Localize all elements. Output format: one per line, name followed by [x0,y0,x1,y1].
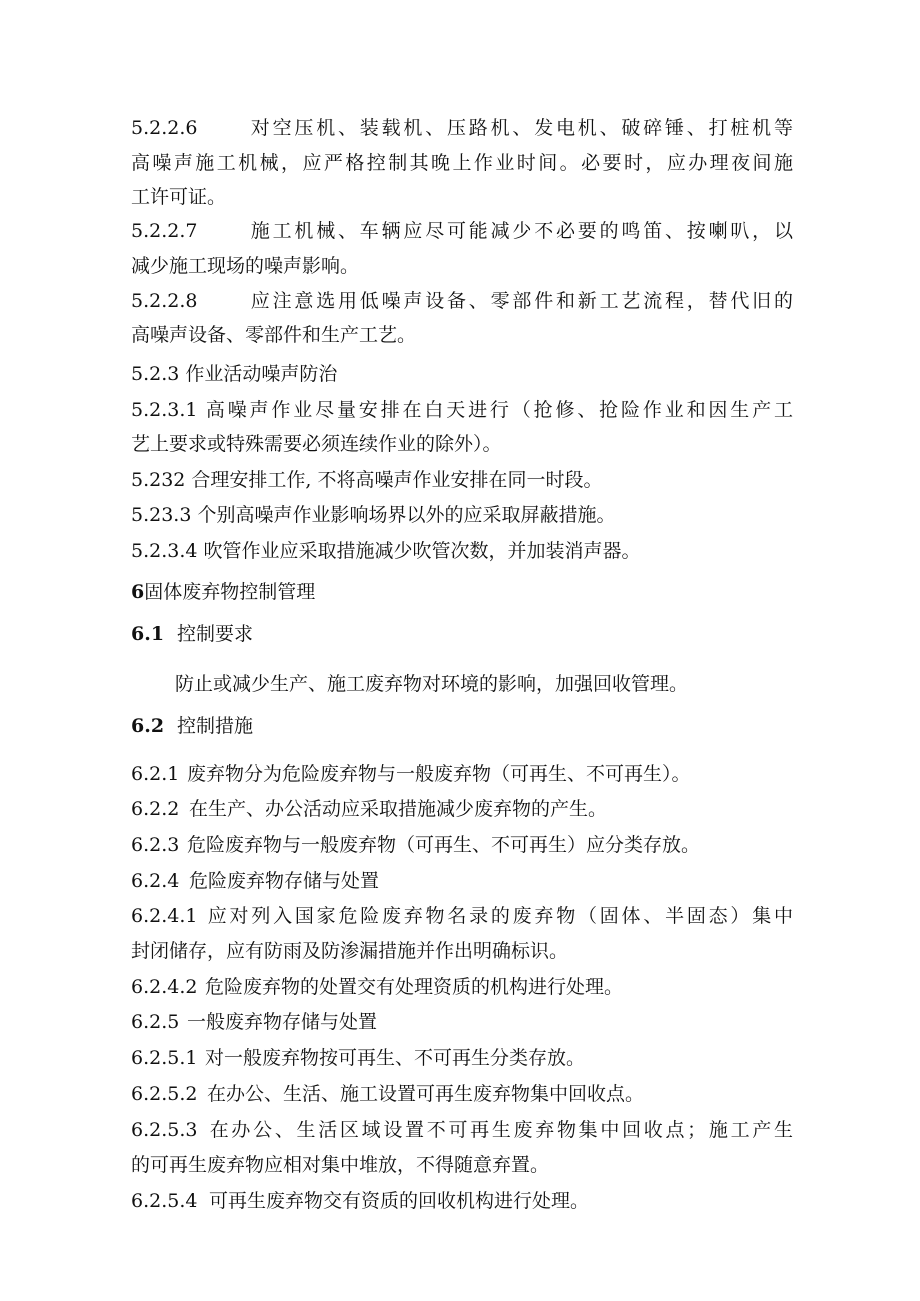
paragraph-6-2-5-3-line-1: 6.2.5.3 在办公、生活区域设置不可再生废弃物集中回收点；施工产生 [131,1119,793,1141]
paragraph-5-2-3-3: 5.23.3 个别高噪声作业影响场界以外的应采取屏蔽措施。 [131,504,616,526]
paragraph-5-2-2-6-line-3: 工许可证。 [131,186,227,208]
section-6-1-heading: 6.1 控制要求 [131,623,254,645]
clause-number: 6.2.5.3 [131,1119,198,1141]
section-6-2-heading: 6.2 控制措施 [131,715,254,737]
paragraph-5-2-2-7-line-2: 减少施工现场的噪声影响。 [131,255,360,277]
paragraph-5-2-2-8-line-2: 高噪声设备、零部件和生产工艺。 [131,324,417,346]
section-6-heading: 6固体废弃物控制管理 [131,581,316,603]
clause-number: 5.2.2.7 [131,220,198,242]
paragraph-6-2-4-1-line-2: 封闭储存，应有防雨及防渗漏措施并作出明确标识。 [131,940,569,962]
clause-number: 6.2.3 [131,834,180,856]
clause-number: 6.2.1 [131,763,180,785]
clause-number: 6.2.4.2 [131,976,198,998]
paragraph-6-2-5-2: 6.2.5.2 在办公、生活、施工设置可再生废弃物集中回收点。 [131,1083,645,1105]
paragraph-5-2-2-7-line-1: 5.2.2.7 施工机械、车辆应尽可能减少不必要的鸣笛、按喇叭，以 [131,220,793,242]
section-number: 6.2 [131,715,165,737]
paragraph-5-2-2-6-line-1: 5.2.2.6 对空压机、装载机、压路机、发电机、破碎锤、打桩机等 [131,117,793,139]
paragraph-6-2-2: 6.2.2 在生产、办公活动应采取措施减少废弃物的产生。 [131,798,608,820]
paragraph-6-2-5-4: 6.2.5.4 可再生废弃物交有资质的回收机构进行处理。 [131,1190,590,1212]
paragraph-6-2-4-1-line-1: 6.2.4.1 应对列入国家危险废弃物名录的废弃物（固体、半固态）集中 [131,905,793,927]
clause-number: 6.2.2 [131,798,180,820]
clause-number: 6.2.4.1 [131,905,198,927]
clause-number: 5.2.2.8 [131,290,198,312]
section-number: 6 [131,581,145,603]
clause-number: 6.2.4 [131,870,180,892]
clause-number: 6.2.5 [131,1011,180,1033]
section-number: 6.1 [131,623,165,645]
paragraph-5-2-3-1-line-2: 艺上要求或特殊需要必须连续作业的除外）。 [131,433,502,455]
paragraph-6-2-1: 6.2.1 废弃物分为危险废弃物与一般废弃物（可再生、不可再生）。 [131,763,691,785]
paragraph-5-2-2-6-line-2: 高噪声施工机械，应严格控制其晚上作业时间。必要时，应办理夜间施 [131,152,793,174]
clause-number: 6.2.5.4 [131,1190,198,1212]
paragraph-5-2-2-8-line-1: 5.2.2.8 应注意选用低噪声设备、零部件和新工艺流程，替代旧的 [131,290,793,312]
paragraph-6-2-5: 6.2.5 一般废弃物存储与处置 [131,1011,378,1033]
paragraph-6-2-4-2: 6.2.4.2 危险废弃物的处置交有处理资质的机构进行处理。 [131,976,624,998]
clause-number: 6.2.5.1 [131,1047,198,1069]
section-6-1-body: 防止或减少生产、施工废弃物对环境的影响，加强回收管理。 [175,673,689,695]
paragraph-5-2-3-4: 5.2.3.4 吹管作业应采取措施减少吹管次数，并加装消声器。 [131,540,641,562]
paragraph-5-2-3-2: 5.232 合理安排工作, 不将高噪声作业安排在同一时段。 [131,469,603,491]
paragraph-6-2-5-1: 6.2.5.1 对一般废弃物按可再生、不可再生分类存放。 [131,1047,586,1069]
clause-number: 5.2.3.1 [131,399,198,421]
clause-number: 6.2.5.2 [131,1083,198,1105]
section-5-2-3-heading: 5.2.3 作业活动噪声防治 [131,363,338,385]
paragraph-6-2-5-3-line-2: 的可再生废弃物应相对集中堆放，不得随意弃置。 [131,1154,550,1176]
clause-number: 5.2.2.6 [131,117,198,139]
paragraph-6-2-3: 6.2.3 危险废弃物与一般废弃物（可再生、不可再生）应分类存放。 [131,834,701,856]
paragraph-5-2-3-1-line-1: 5.2.3.1 高噪声作业尽量安排在白天进行（抢修、抢险作业和因生产工 [131,399,793,421]
paragraph-6-2-4: 6.2.4 危险废弃物存储与处置 [131,870,380,892]
